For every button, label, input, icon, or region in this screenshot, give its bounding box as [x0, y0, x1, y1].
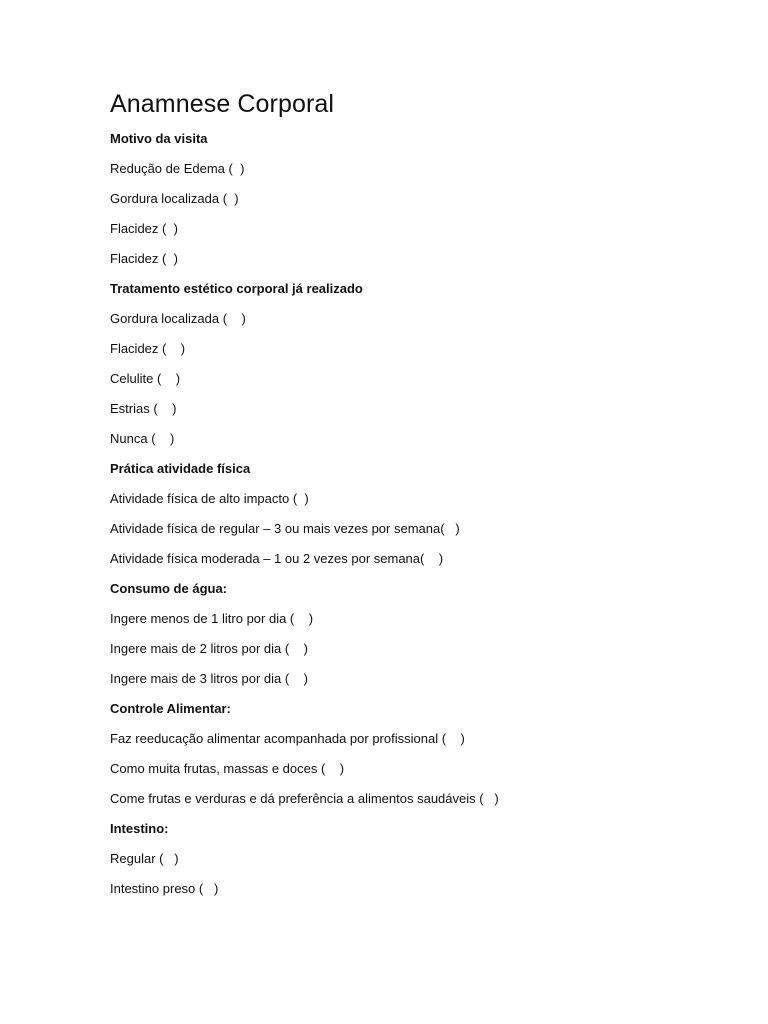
section-heading: Tratamento estético corporal já realizado: [110, 281, 363, 296]
form-option: Celulite ( ): [110, 371, 181, 386]
form-option: Atividade física de alto impacto ( ): [110, 491, 309, 506]
section-heading: Intestino:: [110, 821, 169, 836]
form-option: Ingere mais de 3 litros por dia ( ): [110, 671, 308, 686]
form-option: Faz reeducação alimentar acompanhada por profissional ( ): [110, 731, 465, 746]
form-option: Estrias ( ): [110, 401, 177, 416]
section-heading: Motivo da visita: [110, 131, 208, 146]
form-option: Ingere mais de 2 litros por dia ( ): [110, 641, 308, 656]
form-option: Gordura localizada ( ): [110, 311, 246, 326]
form-option: Come frutas e verduras e dá preferência a alimentos saudáveis ( ): [110, 791, 499, 806]
form-option: Flacidez ( ): [110, 341, 186, 356]
form-option: Gordura localizada ( ): [110, 191, 239, 206]
document-page: [110, 84, 730, 904]
section-intestino: [110, 814, 730, 904]
form-option: Nunca ( ): [110, 431, 175, 446]
form-option: Atividade física de regular – 3 ou mais vezes por semana( ): [110, 521, 460, 536]
section-heading: Consumo de água:: [110, 581, 228, 596]
section-atividade-fisica: [110, 454, 730, 574]
section-heading: Controle Alimentar:: [110, 701, 231, 716]
form-option: Flacidez ( ): [110, 221, 178, 236]
document-title: Anamnese Corporal: [110, 90, 335, 118]
form-option: Intestino preso ( ): [110, 881, 219, 896]
form-option: Regular ( ): [110, 851, 179, 866]
form-option: Flacidez ( ): [110, 251, 178, 266]
form-option: Ingere menos de 1 litro por dia ( ): [110, 611, 314, 626]
form-option: Atividade física moderada – 1 ou 2 vezes por semana( ): [110, 551, 444, 566]
section-controle-alimentar: [110, 694, 730, 814]
section-heading: Prática atividade física: [110, 461, 251, 476]
form-option: Redução de Edema ( ): [110, 161, 245, 176]
section-consumo-de-agua: [110, 574, 730, 694]
section-motivo-da-visita: [110, 124, 730, 274]
section-tratamento-estetico: [110, 274, 730, 454]
form-option: Como muita frutas, massas e doces ( ): [110, 761, 345, 776]
